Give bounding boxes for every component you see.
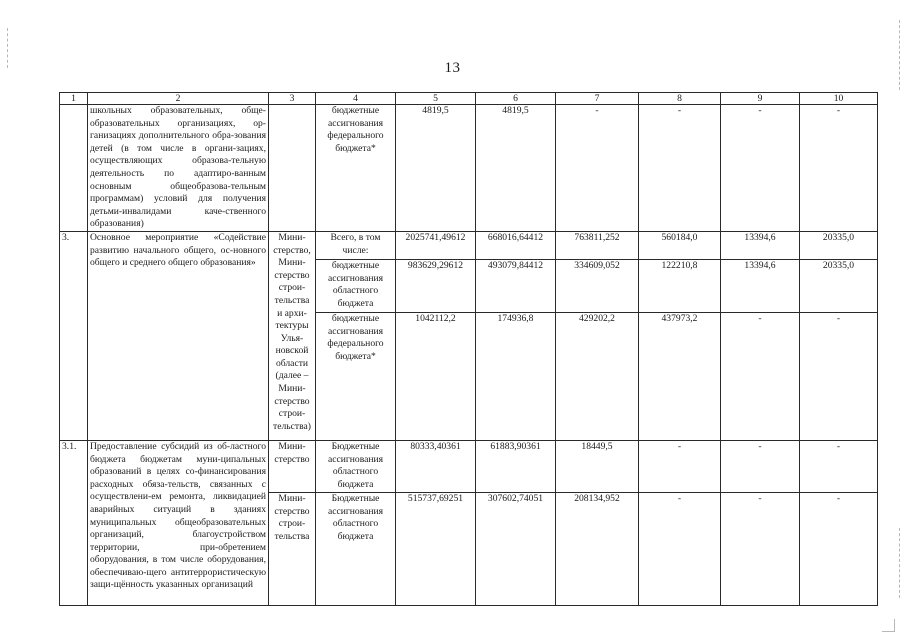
executor-cell	[269, 105, 316, 232]
column-header: 2	[88, 93, 269, 105]
value-cell: 429202,2	[556, 312, 639, 440]
description-cell: школьных образовательных, обще-образовательных организациях, ор-ганизациях дополнительного обра-зования детей (в том числе в органи-зациях, осуществляющих образова-тельную деятельность по адаптиро-ванным основным общеобразова-тельным программам) условий для получения детьми-инвалидами каче-ственного образования)	[88, 105, 269, 232]
scan-edge-mark	[899, 20, 901, 90]
value-cell: 20335,0	[800, 231, 878, 259]
executor-cell: Мини-стерство, Мини-стерство строи-тельства и архи-тектуры Улья-новской области (далее – Мини-стерство строи-тельства)	[269, 231, 316, 440]
executor-cell: Мини-стерство	[269, 440, 316, 492]
value-cell: 13394,6	[721, 259, 800, 312]
value-cell: -	[721, 440, 800, 492]
value-cell: -	[721, 312, 800, 440]
value-cell: -	[721, 492, 800, 605]
value-cell: 18449,5	[556, 440, 639, 492]
value-cell: 61883,90361	[476, 440, 556, 492]
value-cell: 668016,64412	[476, 231, 556, 259]
column-header: 10	[800, 93, 878, 105]
funding-source-cell: Бюджетные ассигнования областного бюджета	[316, 440, 396, 492]
column-header: 9	[721, 93, 800, 105]
budget-table	[59, 92, 878, 606]
value-cell: 4819,5	[396, 105, 476, 232]
row-number-cell: 3.	[60, 231, 88, 440]
funding-source-cell: Бюджетные ассигнования областного бюджета	[316, 492, 396, 605]
value-cell: -	[639, 105, 721, 232]
description-cell: Основное мероприятие «Содействие развитию начального общего, ос-новного общего и среднего общего образования»	[88, 231, 269, 440]
value-cell: -	[800, 440, 878, 492]
column-header: 1	[60, 93, 88, 105]
value-cell: 307602,74051	[476, 492, 556, 605]
scan-edge-mark	[899, 528, 901, 598]
value-cell: 2025741,49612	[396, 231, 476, 259]
page-number: 13	[444, 60, 461, 76]
row-number-cell: 3.1.	[60, 440, 88, 605]
column-header: 6	[476, 93, 556, 105]
value-cell: 493079,84412	[476, 259, 556, 312]
executor-cell: Мини-стерство строи-тельства	[269, 492, 316, 605]
row-number-cell	[60, 105, 88, 232]
value-cell: 763811,252	[556, 231, 639, 259]
value-cell: 208134,952	[556, 492, 639, 605]
funding-source-cell: Всего, в том числе:	[316, 231, 396, 259]
value-cell: -	[639, 492, 721, 605]
value-cell: 20335,0	[800, 259, 878, 312]
value-cell: 983629,29612	[396, 259, 476, 312]
funding-source-cell: бюджетные ассигнования федерального бюджета*	[316, 105, 396, 232]
table-header-row	[60, 93, 878, 105]
table-row	[60, 105, 878, 232]
value-cell: -	[639, 440, 721, 492]
scan-corner-mark	[882, 619, 895, 632]
funding-source-cell: бюджетные ассигнования федерального бюджета*	[316, 312, 396, 440]
value-cell: 1042112,2	[396, 312, 476, 440]
value-cell: -	[721, 105, 800, 232]
value-cell: 174936,8	[476, 312, 556, 440]
value-cell: -	[800, 312, 878, 440]
value-cell: 334609,052	[556, 259, 639, 312]
column-header: 7	[556, 93, 639, 105]
table-row	[60, 440, 878, 492]
table-row	[60, 231, 878, 259]
value-cell: 515737,69251	[396, 492, 476, 605]
column-header: 5	[396, 93, 476, 105]
value-cell: 437973,2	[639, 312, 721, 440]
column-header: 8	[639, 93, 721, 105]
value-cell: -	[556, 105, 639, 232]
value-cell: 13394,6	[721, 231, 800, 259]
value-cell: 122210,8	[639, 259, 721, 312]
value-cell: 560184,0	[639, 231, 721, 259]
value-cell: -	[800, 492, 878, 605]
funding-source-cell: бюджетные ассигнования областного бюджета	[316, 259, 396, 312]
value-cell: -	[800, 105, 878, 232]
column-header: 3	[269, 93, 316, 105]
value-cell: 4819,5	[476, 105, 556, 232]
column-header: 4	[316, 93, 396, 105]
value-cell: 80333,40361	[396, 440, 476, 492]
description-cell: Предоставление субсидий из об-ластного бюджета бюджетам муни-ципальных образований в целях со-финансирования расходных обяза-тельств, связанных с осуществлени-ем ремонта, ликвидацией аварийных ситуаций в зданиях муниципальных общеобразовательных организаций, благоустройством территории, при-обретением оборудования, в том числе оборудования, обеспечиваю-щего антитеррористическую защи-щённость указанных организаций	[88, 440, 269, 605]
